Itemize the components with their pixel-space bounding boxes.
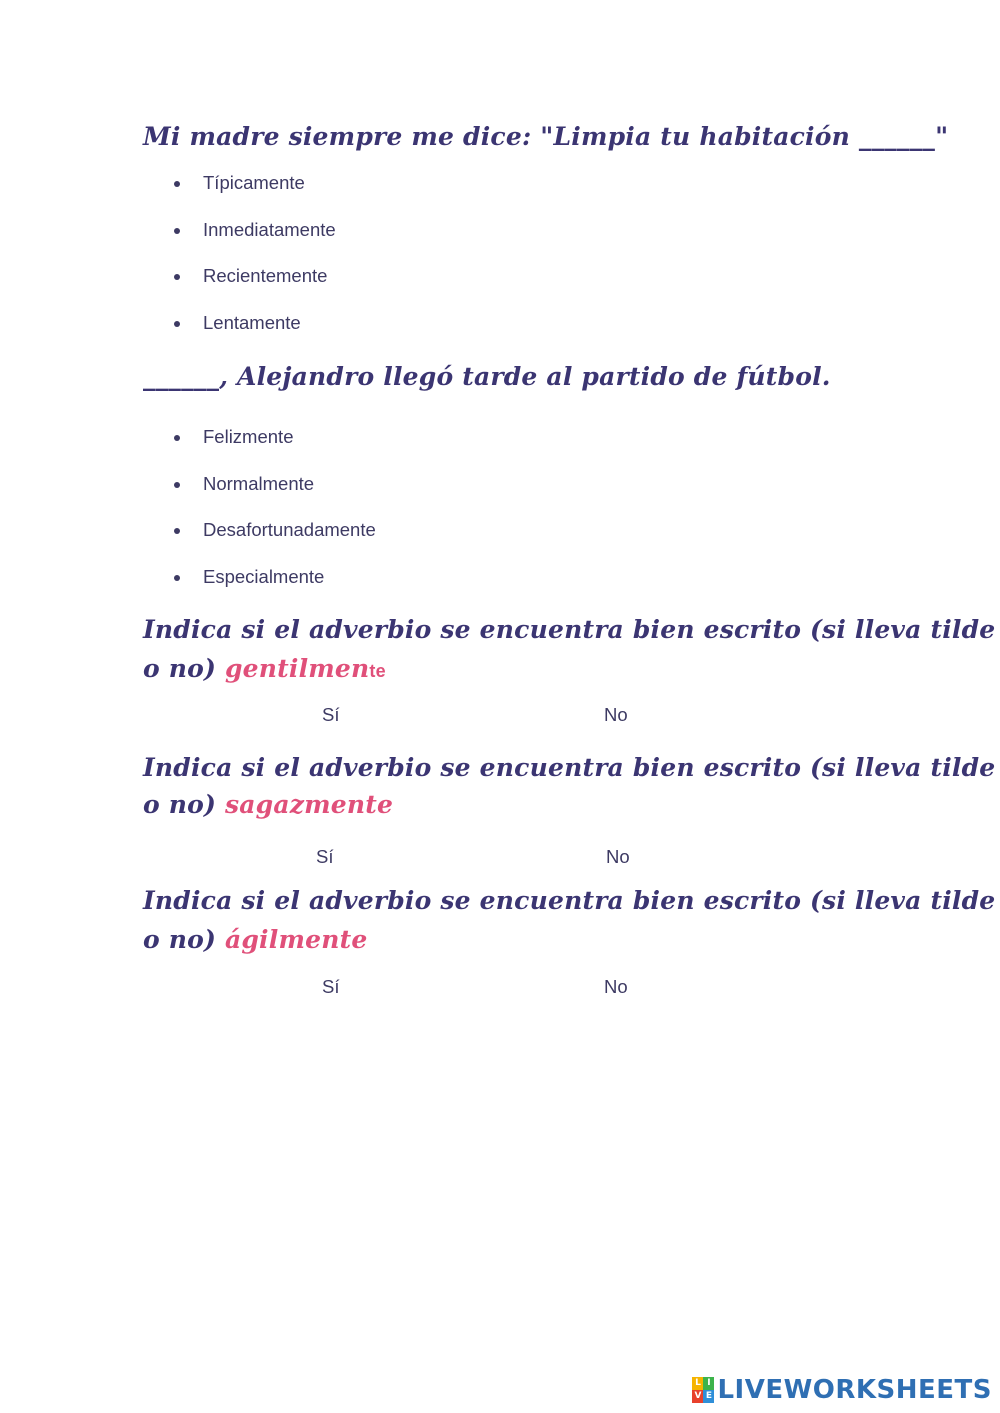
adverb-word: ágilmente bbox=[224, 925, 368, 954]
option-recientemente[interactable]: Recientemente bbox=[172, 265, 336, 312]
liveworksheets-brand[interactable] bbox=[692, 1373, 992, 1407]
bullet-icon bbox=[174, 181, 180, 187]
liveworksheets-logo-icon bbox=[692, 1377, 714, 1403]
bullet-icon bbox=[174, 228, 180, 234]
option-tipicamente[interactable]: Típicamente bbox=[172, 172, 336, 219]
question-5-title-line1: Indica si el adverbio se encuentra bien escrito (si lleva tilde bbox=[143, 886, 996, 915]
option-inmediatamente[interactable]: Inmediatamente bbox=[172, 219, 336, 266]
question-1-options bbox=[172, 172, 336, 358]
logo-cell-l: L bbox=[692, 1377, 703, 1390]
question-2-options bbox=[172, 426, 376, 612]
bullet-icon bbox=[174, 435, 180, 441]
option-lentamente[interactable]: Lentamente bbox=[172, 312, 336, 359]
brand-text: LIVEWORKSHEETS bbox=[717, 1375, 992, 1405]
question-4-title-line1: Indica si el adverbio se encuentra bien escrito (si lleva tilde bbox=[143, 753, 996, 782]
option-especialmente[interactable]: Especialmente bbox=[172, 566, 376, 613]
question-5-title-line2: o no) ágilmente bbox=[143, 925, 368, 954]
bullet-icon bbox=[174, 482, 180, 488]
question-2-title: ______, Alejandro llegó tarde al partido de fútbol. bbox=[143, 362, 831, 391]
adverb-word: gentilmente bbox=[224, 654, 386, 683]
option-desafortunadamente[interactable]: Desafortunadamente bbox=[172, 519, 376, 566]
answer-no-button[interactable]: No bbox=[606, 846, 630, 867]
question-3-title-line1: Indica si el adverbio se encuentra bien escrito (si lleva tilde bbox=[143, 615, 996, 644]
answer-yes-button[interactable]: Sí bbox=[316, 846, 334, 867]
bullet-icon bbox=[174, 274, 180, 280]
adverb-word: sagazmente bbox=[224, 790, 394, 819]
option-felizmente[interactable]: Felizmente bbox=[172, 426, 376, 473]
answer-no-button[interactable]: No bbox=[604, 704, 628, 725]
question-3-title-line2: o no) gentilmente bbox=[143, 654, 386, 683]
answer-yes-button[interactable]: Sí bbox=[322, 704, 340, 725]
question-4-title-line2: o no) sagazmente bbox=[143, 790, 394, 819]
answer-yes-button[interactable]: Sí bbox=[322, 976, 340, 997]
logo-cell-v: V bbox=[692, 1390, 703, 1403]
question-1-title: Mi madre siempre me dice: "Limpia tu habitación ______" bbox=[143, 122, 949, 151]
logo-cell-e: E bbox=[703, 1390, 714, 1403]
option-normalmente[interactable]: Normalmente bbox=[172, 473, 376, 520]
logo-cell-i: I bbox=[703, 1377, 714, 1390]
bullet-icon bbox=[174, 528, 180, 534]
bullet-icon bbox=[174, 575, 180, 581]
bullet-icon bbox=[174, 321, 180, 327]
answer-no-button[interactable]: No bbox=[604, 976, 628, 997]
